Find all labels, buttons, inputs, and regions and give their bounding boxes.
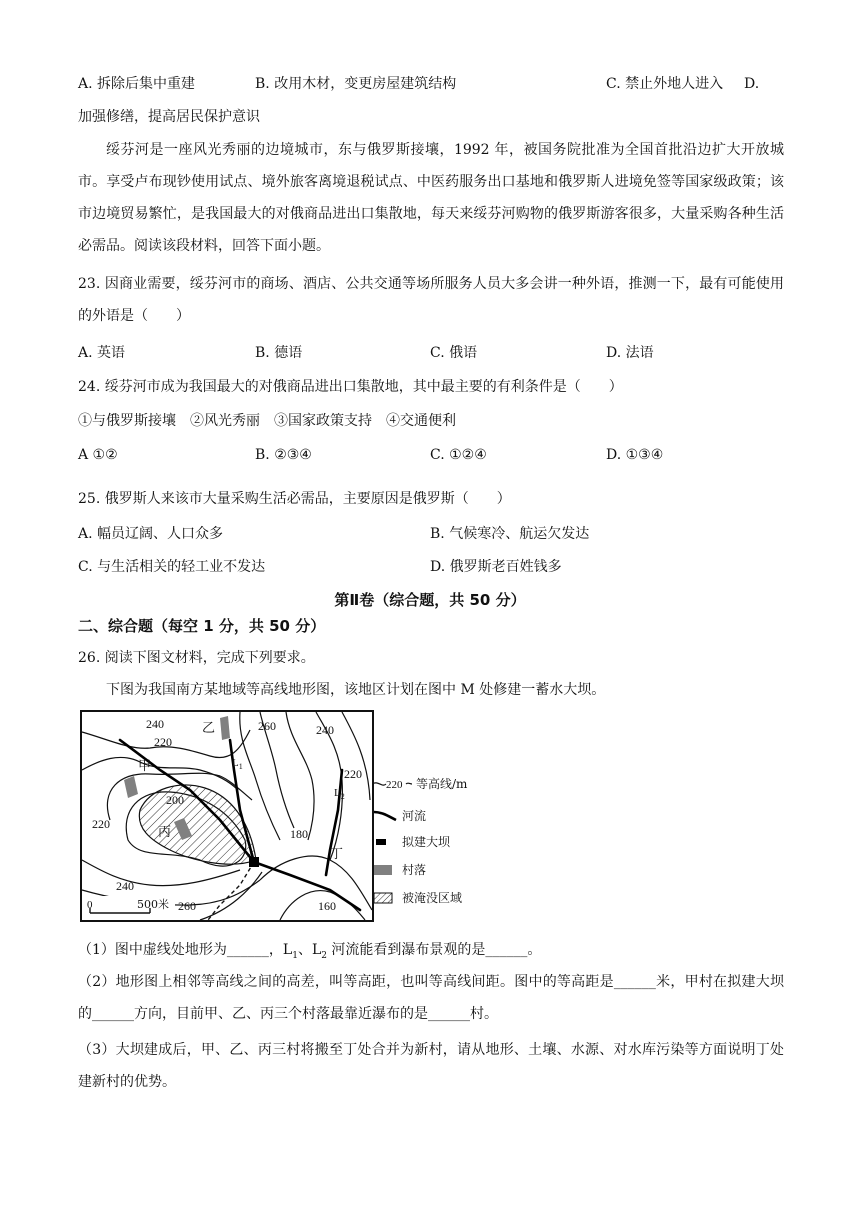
q25-option-b: B. 气候寒冷、航运欠发达: [430, 526, 590, 542]
legend-village-label: 村落: [402, 863, 427, 877]
q25-option-d: D. 俄罗斯老百姓钱多: [430, 559, 562, 575]
contour-label: 200: [166, 793, 184, 807]
contour-map: [80, 710, 374, 922]
q24-stem: 24. 绥芬河市成为我国最大的对俄商品进出口集散地，其中最主要的有利条件是（ ）: [78, 379, 623, 395]
scale-length: 500米: [137, 898, 169, 911]
village-bing-label: 丙: [158, 825, 172, 840]
contour-label: 240: [146, 717, 164, 731]
q23-option-d: D. 法语: [606, 345, 654, 361]
legend-flooded-label: 被淹没区域: [402, 891, 463, 905]
legend-village-symbol: [372, 862, 398, 878]
q26-intro: 下图为我国南方某地域等高线地形图，该地区计划在图中 M 处修建一蓄水大坝。: [106, 682, 606, 698]
contour-label: 260: [258, 719, 276, 733]
q23-stem: 23. 因商业需要，绥芬河市的商场、酒店、公共交通等场所服务人员大多会讲一种外语，推测一下，最有可能使用的外语是（ ）: [78, 276, 784, 324]
q25-option-a: A. 幅员辽阔、人口众多: [78, 526, 224, 542]
reading-passage: 绥芬河是一座风光秀丽的边境城市，东与俄罗斯接壤，1992 年，被国务院批准为全国首批沿边扩大开放城市。享受卢布现钞使用试点、境外旅客离境退税试点、中医药服务出口基地和俄罗斯人进境免签等国家级政策；该市边境贸易繁忙，是我国最大的对俄商品进出口集散地，每天来绥芬河购物的俄罗斯游客很多，大量采购各种生活必需品。阅读该段材料，回答下面小题。: [78, 142, 784, 254]
scale-zero: 0: [87, 899, 93, 911]
q24-option-b: B. ②③④: [255, 447, 312, 463]
section-title: 第Ⅱ卷（综合题，共 50 分）: [334, 591, 526, 609]
contour-label: 220: [344, 767, 362, 781]
section-heading: 二、综合题（每空 1 分，共 50 分）: [78, 617, 326, 635]
q23-option-c: C. 俄语: [430, 345, 478, 361]
q26-sub3: （3）大坝建成后，甲、乙、丙三村将搬至丁处合并为新村，请从地形、土壤、水源、对水库污染等方面说明丁处建新村的优势。: [78, 1042, 784, 1090]
river-l2-label: $L_2$: [334, 787, 345, 801]
legend-dam-label: 拟建大坝: [402, 835, 451, 849]
svg-text:220: 220: [386, 779, 403, 791]
contour-label: 160: [318, 899, 336, 913]
contour-label: 260: [178, 899, 196, 913]
q22-option-d-label: D.: [744, 76, 760, 92]
contour-label: 240: [116, 879, 134, 893]
village-yi-label: 乙: [202, 721, 216, 736]
q22-option-b: B. 改用木材，变更房屋建筑结构: [255, 76, 457, 92]
q24-option-a: A ①②: [78, 447, 118, 463]
scale-bar: [85, 896, 175, 918]
contour-label: 220: [154, 735, 172, 749]
q24-conditions: ①与俄罗斯接壤 ②风光秀丽 ③国家政策支持 ④交通便利: [78, 413, 456, 429]
q26-sub1: （1）图中虚线处地形为______，$L_1$、$L_2$ 河流能看到瀑布景观的是______。: [78, 942, 542, 961]
q25-option-c: C. 与生活相关的轻工业不发达: [78, 559, 266, 575]
q23-option-a: A. 英语: [78, 345, 126, 361]
q26-sub2: （2）地形图上相邻等高线之间的高差，叫等高距，也叫等高线间距。图中的等高距是______米，甲村在拟建大坝的______方向，目前甲、乙、丙三个村落最靠近瀑布的是______村。: [78, 974, 784, 1022]
q22-option-c: C. 禁止外地人进入: [606, 76, 724, 92]
contour-label: 180: [290, 827, 308, 841]
legend-dam-symbol: [372, 834, 398, 850]
q25-stem: 25. 俄罗斯人来该市大量采购生活必需品，主要原因是俄罗斯（ ）: [78, 491, 511, 507]
contour-label: 220: [92, 817, 110, 831]
legend-river-symbol: [372, 808, 398, 824]
q23-option-b: B. 德语: [255, 345, 303, 361]
q24-option-d: D. ①③④: [606, 447, 664, 463]
village-jia-label: 甲: [138, 759, 152, 774]
village-ding-label: 丁: [330, 847, 344, 862]
legend-flooded-symbol: [372, 890, 398, 906]
dam-marker: [249, 857, 259, 867]
q22-option-a: A. 拆除后集中重建: [78, 76, 196, 92]
q22-option-d-text: 加强修缮，提高居民保护意识: [78, 109, 260, 125]
contour-label: 240: [316, 723, 334, 737]
q24-option-c: C. ①②④: [430, 447, 487, 463]
legend-contour-symbol: [372, 776, 412, 792]
legend-river-label: 河流: [402, 809, 427, 823]
q26-stem: 26. 阅读下图文材料，完成下列要求。: [78, 650, 315, 666]
river-l1-label: $L_1$: [232, 757, 243, 771]
legend-contour-label: 等高线/m: [416, 777, 468, 791]
